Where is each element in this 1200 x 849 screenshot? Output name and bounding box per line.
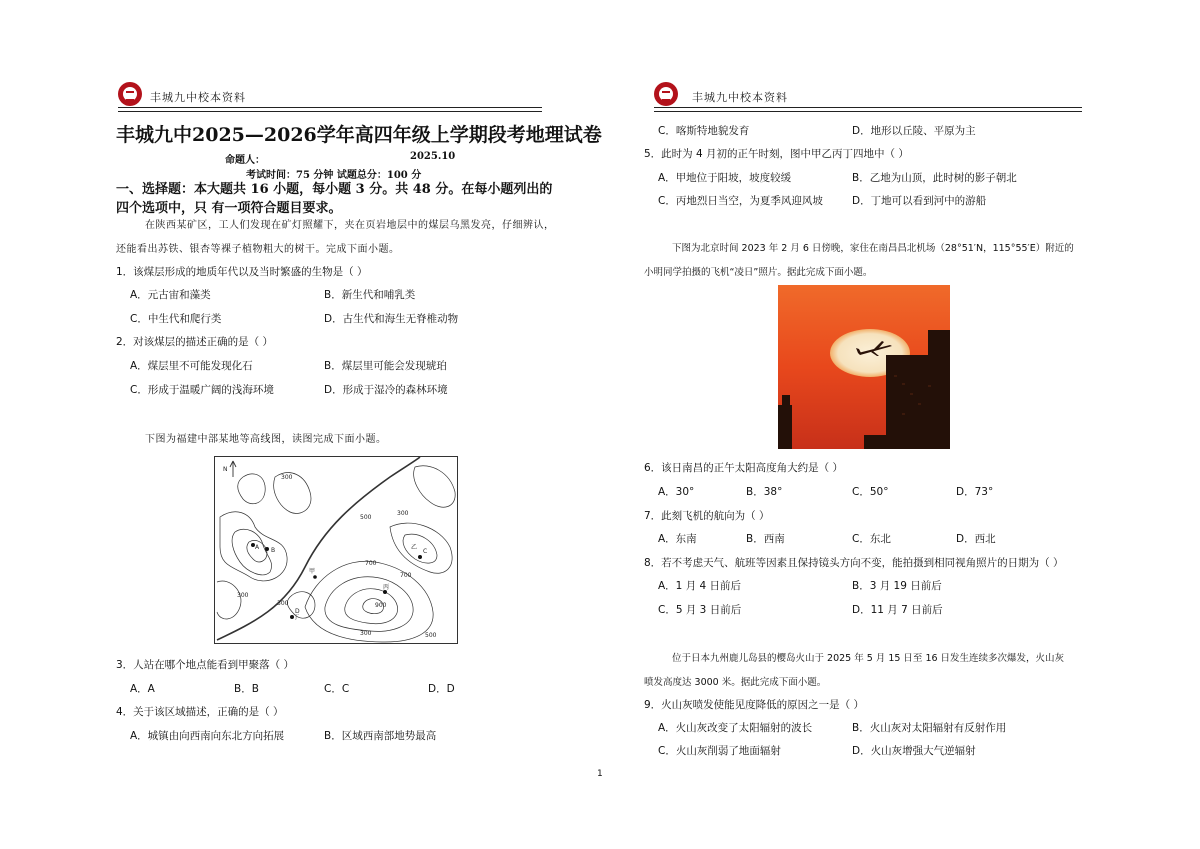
intro-paragraph-line2: 还能看出苏铁、银杏等裸子植物粗大的树干。完成下面小题。 (116, 244, 400, 255)
map-label: 300 (277, 600, 289, 607)
north-label: N (223, 466, 228, 473)
map-label: 丙 (383, 584, 390, 591)
q5-option-c: C．丙地烈日当空，为夏季风迎风坡 (658, 195, 823, 207)
question-2: 2．对该煤层的描述正确的是（ ） (116, 336, 274, 348)
question-6: 6．该日南昌的正午太阳高度角大约是（ ） (644, 462, 844, 474)
section-heading: 一、选择题：本大题共 16 小题，每小题 3 分。共 48 分。在每小题列出的四个选项中，只 有一项符合题目要求。 (116, 182, 553, 216)
question-9: 9．火山灰喷发使能见度降低的原因之一是（ ） (644, 699, 865, 711)
q5-option-d: D．丁地可以看到河中的游船 (852, 195, 987, 207)
question-8: 8．若不考虑天气、航班等因素且保持镜头方向不变，能拍摄到相同视角照片的日期为（ ） (644, 557, 1064, 569)
q7-option-d: D．西北 (956, 533, 996, 545)
q3-option-b: B．B (234, 683, 259, 695)
q1-option-d: D．古生代和海生无脊椎动物 (324, 313, 459, 325)
photo-intro-line2: 小明同学拍摄的飞机“凌日”照片。据此完成下面小题。 (644, 267, 873, 278)
map-label: 700 (365, 560, 377, 567)
point-c-marker (418, 555, 422, 559)
map-label: C (423, 548, 428, 555)
q3-option-a: A．A (130, 683, 155, 695)
q8-option-b: B．3 月 19 日前后 (852, 580, 942, 592)
exam-info: 考试时间：75 分钟 试题总分：100 分 (246, 170, 422, 181)
q2-option-a: A．煤层里不可能发现化石 (130, 360, 253, 372)
map-label: 丁 (293, 614, 300, 621)
question-4: 4．关于该区域描述，正确的是（ ） (116, 706, 284, 718)
q5-option-b: B．乙地为山顶，此时树的影子朝北 (852, 172, 1017, 184)
q6-option-b: B．38° (746, 486, 783, 498)
school-logo-icon (118, 82, 142, 106)
map-label: 乙 (411, 544, 418, 551)
map-label: 900 (375, 602, 387, 609)
point-b-marker (265, 547, 269, 551)
question-7: 7．此刻飞机的航向为（ ） (644, 510, 770, 522)
map-label: 500 (360, 514, 372, 521)
q4-option-b: B．区域西南部地势最高 (324, 730, 437, 742)
exam-title: 丰城九中2025—2026学年高四年级上学期段考地理试卷 (116, 124, 602, 146)
q8-option-a: A．1 月 4 日前后 (658, 580, 742, 592)
question-1: 1．该煤层形成的地质年代以及当时繁盛的生物是（ ） (116, 266, 368, 278)
header-rule-top (118, 107, 542, 108)
q2-option-c: C．形成于温暖广阔的浅海环境 (130, 384, 274, 396)
header-school-name: 丰城九中校本资料 (150, 91, 246, 104)
q9-option-a: A．火山灰改变了太阳辐射的波长 (658, 722, 813, 734)
airplane-sun-transit-photo (778, 285, 950, 449)
q9-option-d: D．火山灰增强大气逆辐射 (852, 745, 976, 757)
map-label: D (295, 608, 300, 615)
contour-map-svg (215, 457, 457, 643)
river-line (217, 457, 420, 640)
q7-option-c: C．东北 (852, 533, 891, 545)
header-rule-bottom (118, 111, 542, 112)
map-label: 300 (360, 630, 372, 637)
photo-intro-line1: 下图为北京时间 2023 年 2 月 6 日傍晚，家住在南昌昌北机场（28°51′N，115°55′E）附近的 (672, 243, 1074, 254)
map-intro: 下图为福建中部某地等高线图，读图完成下面小题。 (145, 434, 387, 445)
question-3: 3．人站在哪个地点能看到甲聚落（ ） (116, 659, 295, 671)
q1-option-c: C．中生代和爬行类 (130, 313, 222, 325)
q2-option-b: B．煤层里可能会发现琥珀 (324, 360, 447, 372)
photo-svg (778, 285, 950, 449)
map-label: 500 (425, 632, 437, 639)
map-label: 300 (281, 474, 293, 481)
q2-option-d: D．形成于湿冷的森林环境 (324, 384, 448, 396)
q8-option-c: C．5 月 3 日前后 (658, 604, 742, 616)
volcano-intro-line2: 喷发高度达 3000 米。据此完成下面小题。 (644, 677, 827, 688)
q6-option-d: D．73° (956, 486, 994, 498)
q3-option-c: C．C (324, 683, 350, 695)
q9-option-c: C．火山灰削弱了地面辐射 (658, 745, 781, 757)
header-school-name-right: 丰城九中校本资料 (692, 91, 788, 104)
north-arrow-icon (230, 461, 236, 477)
q7-option-b: B．西南 (746, 533, 785, 545)
page-number: 1 (597, 769, 603, 779)
q8-option-d: D．11 月 7 日前后 (852, 604, 943, 616)
q5-option-a: A．甲地位于阳坡，坡度较缓 (658, 172, 792, 184)
q4-option-a: A．城镇由向西南向东北方向拓展 (130, 730, 285, 742)
map-label: 甲 (309, 568, 316, 575)
map-label: A (255, 544, 260, 551)
header-rule-bottom-right (654, 111, 1082, 112)
map-label: B (271, 547, 276, 554)
q6-option-c: C．50° (852, 486, 889, 498)
contour-map (214, 456, 458, 644)
header-rule-top-right (654, 107, 1082, 108)
map-label: 300 (397, 510, 409, 517)
q1-option-a: A．元古宙和藻类 (130, 289, 211, 301)
q3-option-d: D．D (428, 683, 455, 695)
q7-option-a: A．东南 (658, 533, 697, 545)
map-label: 700 (400, 572, 412, 579)
school-logo-icon-right (654, 82, 678, 106)
volcano-intro-line1: 位于日本九州鹿儿岛县的樱岛火山于 2025 年 5 月 15 日至 16 日发生连续多次爆发，火山灰 (672, 653, 1065, 664)
q4-option-d: D．地形以丘陵、平原为主 (852, 125, 976, 137)
author-label: 命题人： (225, 155, 265, 166)
question-5: 5．此时为 4 月初的正午时刻，图中甲乙丙丁四地中（ ） (644, 148, 909, 160)
q4-option-c: C．喀斯特地貌发育 (658, 125, 750, 137)
exam-date: 2025.10 (410, 151, 456, 162)
q1-option-b: B．新生代和哺乳类 (324, 289, 416, 301)
q9-option-b: B．火山灰对太阳辐射有反射作用 (852, 722, 1007, 734)
point-jia-marker (313, 575, 317, 579)
map-label: 300 (237, 592, 249, 599)
q6-option-a: A．30° (658, 486, 695, 498)
intro-paragraph-line1: 在陕西某矿区，工人们发现在矿灯照耀下，夹在页岩地层中的煤层乌黑发亮，仔细辨认， (145, 220, 555, 231)
